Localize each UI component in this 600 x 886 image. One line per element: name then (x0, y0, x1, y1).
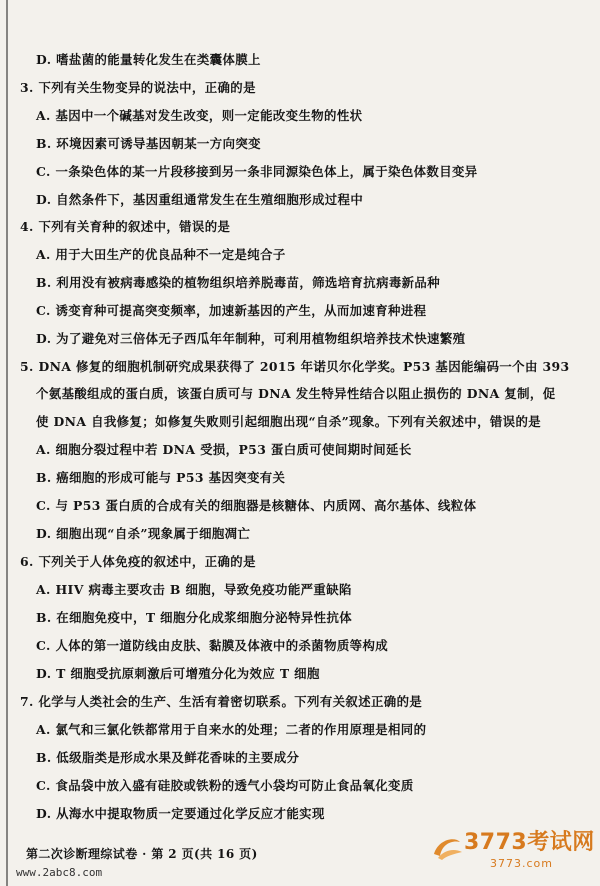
option-5a: A. 细胞分裂过程中若 DNA 受损，P53 蛋白质可使间期时间延长 (36, 442, 412, 457)
question-5-line-2: 个氨基酸组成的蛋白质，该蛋白质可与 DNA 发生特异性结合以阻止损伤的 DNA 复制，促 (36, 386, 556, 401)
option-7c: C. 食品袋中放入盛有硅胶或铁粉的透气小袋均可防止食品氧化变质 (36, 778, 414, 793)
binding-edge (6, 0, 8, 886)
option-7a: A. 氯气和三氯化铁都常用于自来水的处理；二者的作用原理是相同的 (36, 722, 427, 737)
option-3b: B. 环境因素可诱导基因朝某一方向突变 (36, 136, 261, 151)
page-footer: 第二次诊断理综试卷 · 第 2 页(共 16 页) (26, 847, 258, 861)
question-6: 6. 下列关于人体免疫的叙述中，正确的是 (20, 554, 256, 569)
question-5-line-3: 使 DNA 自我修复；如修复失败则引起细胞出现“自杀”现象。下列有关叙述中，错误的是 (36, 414, 542, 429)
option-6d: D. T 细胞受抗原刺激后可增殖分化为效应 T 细胞 (36, 666, 320, 681)
site-url[interactable]: www.2abc8.com (16, 866, 103, 879)
option-5b: B. 癌细胞的形成可能与 P53 基因突变有关 (36, 470, 286, 485)
option-3d: D. 自然条件下，基因重组通常发生在生殖细胞形成过程中 (36, 192, 364, 207)
option-4d: D. 为了避免对三倍体无子西瓜年年制种，可利用植物组织培养技术快速繁殖 (36, 331, 466, 346)
question-7: 7. 化学与人类社会的生产、生活有着密切联系。下列有关叙述正确的是 (20, 694, 423, 709)
question-5: 5. DNA 修复的细胞机制研究成果获得了 2015 年诺贝尔化学奖。P53 基因能编码一个由 393 (20, 359, 570, 374)
watermark (430, 830, 600, 886)
question-3: 3. 下列有关生物变异的说法中，正确的是 (20, 80, 256, 95)
option-3a: A. 基因中一个碱基对发生改变，则一定能改变生物的性状 (36, 108, 363, 123)
option-2d: D. 嗜盐菌的能量转化发生在类囊体膜上 (36, 52, 261, 67)
option-6a: A. HIV 病毒主要攻击 B 细胞，导致免疫功能严重缺陷 (36, 582, 352, 597)
watermark-swirl-icon (430, 832, 464, 862)
option-7d: D. 从海水中提取物质一定要通过化学反应才能实现 (36, 806, 325, 821)
watermark-logo: 3773考试网 (464, 830, 595, 855)
option-5c: C. 与 P53 蛋白质的合成有关的细胞器是核糖体、内质网、高尔基体、线粒体 (36, 498, 477, 513)
option-6c: C. 人体的第一道防线由皮肤、黏膜及体液中的杀菌物质等构成 (36, 638, 389, 653)
question-4: 4. 下列有关育种的叙述中，错误的是 (20, 219, 231, 234)
option-7b: B. 低级脂类是形成水果及鲜花香味的主要成分 (36, 750, 300, 765)
watermark-url: 3773.com (490, 857, 553, 870)
option-5d: D. 细胞出现“自杀”现象属于细胞凋亡 (36, 526, 251, 541)
option-4a: A. 用于大田生产的优良品种不一定是纯合子 (36, 247, 286, 262)
option-6b: B. 在细胞免疫中，T 细胞分化成浆细胞分泌特异性抗体 (36, 610, 353, 625)
option-3c: C. 一条染色体的某一片段移接到另一条非同源染色体上，属于染色体数目变异 (36, 164, 478, 179)
option-4c: C. 诱变育种可提高突变频率，加速新基因的产生，从而加速育种进程 (36, 303, 427, 318)
option-4b: B. 利用没有被病毒感染的植物组织培养脱毒苗，筛选培育抗病毒新品种 (36, 275, 441, 290)
